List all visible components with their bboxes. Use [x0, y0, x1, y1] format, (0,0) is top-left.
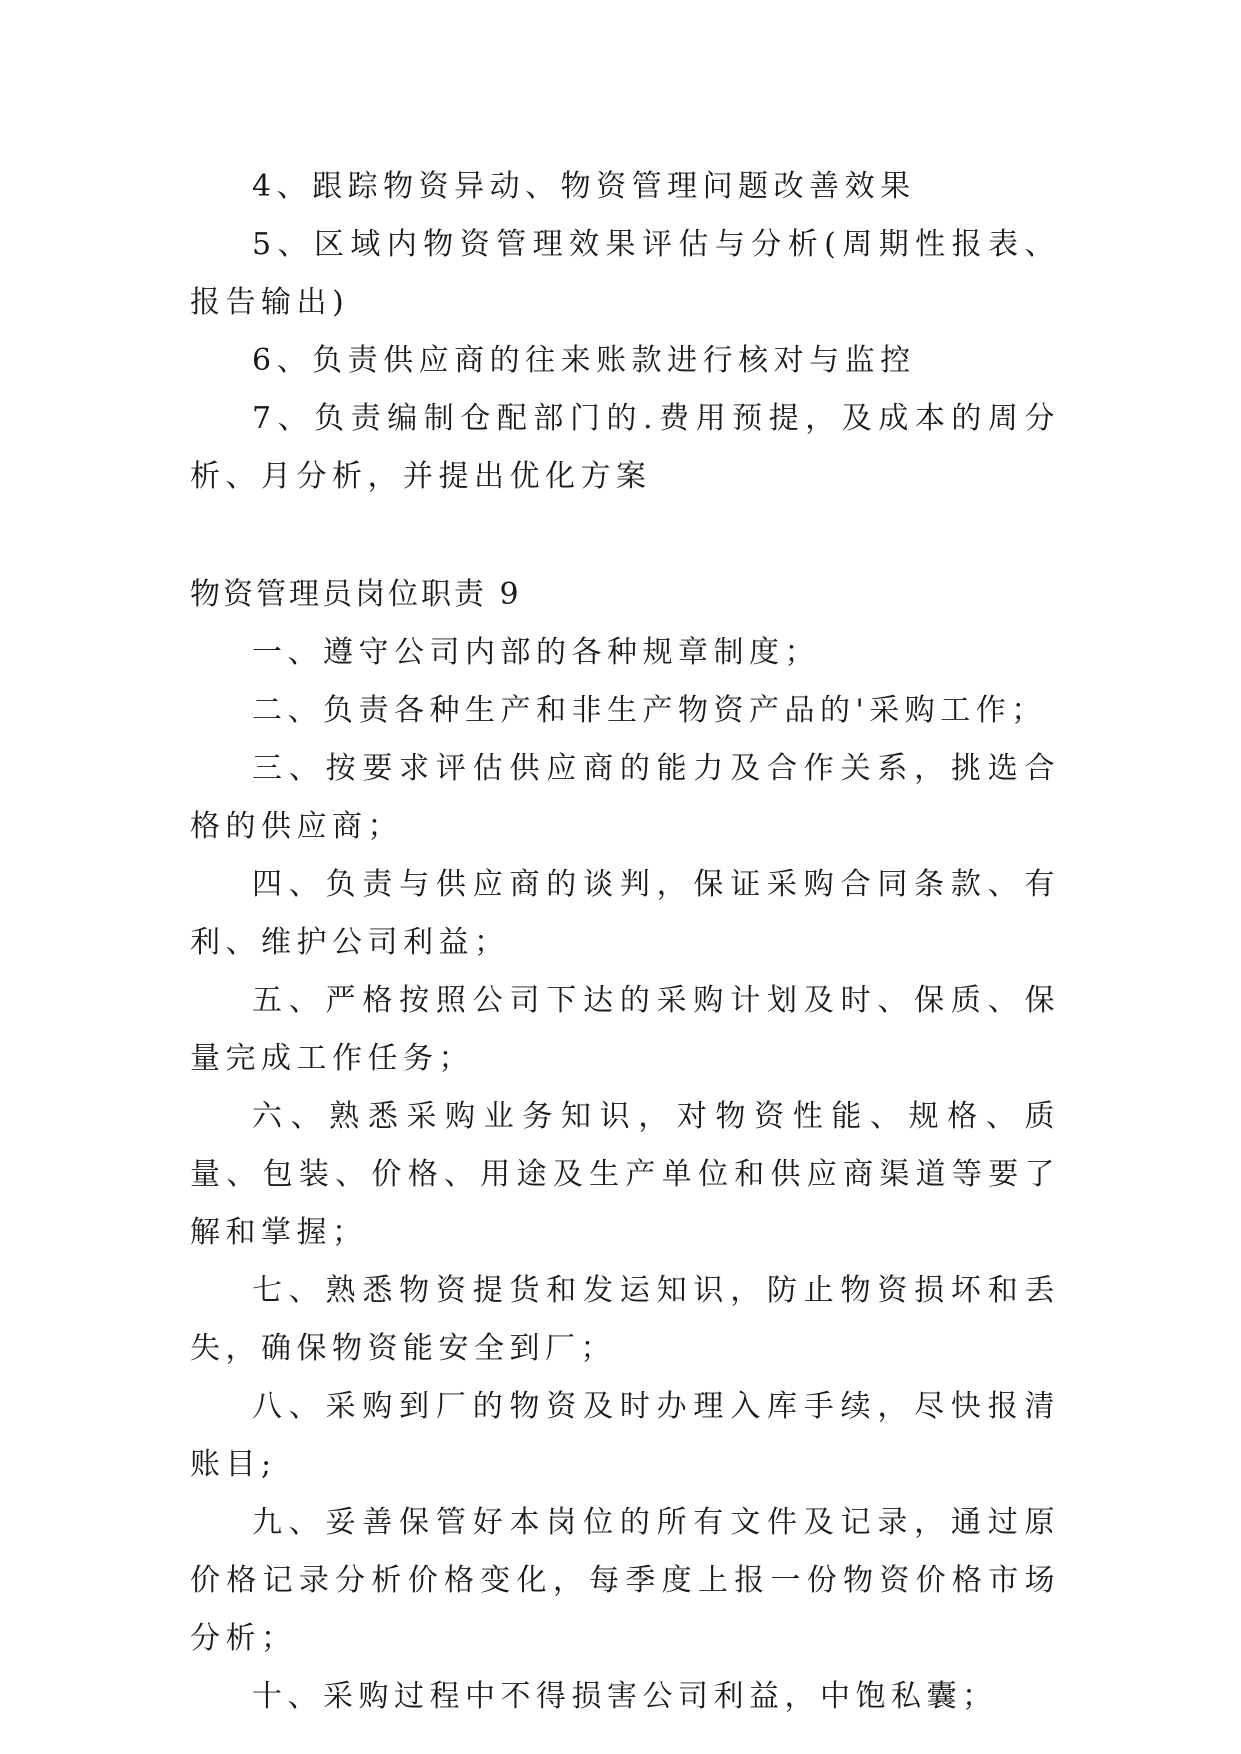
duty-item-9: 九、妥善保管好本岗位的所有文件及记录，通过原价格记录分析价格变化，每季度上报一份物资价格市场分析；: [190, 1505, 1060, 1656]
duty-item-5: 5、区域内物资管理效果评估与分析(周期性报表、报告输出): [190, 227, 1060, 320]
duty-item-3: 三、按要求评估供应商的能力及合作关系，挑选合格的供应商；: [190, 751, 1060, 844]
section-title: 物资管理员岗位职责 9: [190, 577, 522, 612]
duty-item-5b: 五、严格按照公司下达的采购计划及时、保质、保量完成工作任务；: [190, 983, 1060, 1076]
duty-item-1: 一、遵守公司内部的各种规章制度；: [252, 635, 820, 670]
duty-item-10: 十、采购过程中不得损害公司利益，中饱私囊；: [252, 1679, 998, 1714]
duty-item-4: 4、跟踪物资异动、物资管理问题改善效果: [252, 169, 916, 204]
duty-item-6: 6、负责供应商的往来账款进行核对与监控: [252, 343, 916, 378]
duty-item-4b: 四、负责与供应商的谈判，保证采购合同条款、有利、维护公司利益；: [190, 867, 1060, 960]
duty-item-8: 八、采购到厂的物资及时办理入库手续，尽快报清账目;: [190, 1389, 1060, 1482]
duty-item-7: 7、负责编制仓配部门的.费用预提，及成本的周分析、月分析，并提出优化方案: [190, 401, 1060, 494]
section-spacer: [190, 506, 1060, 566]
document-body: [190, 158, 1060, 1726]
duty-item-2: 二、负责各种生产和非生产物资产品的'采购工作；: [252, 693, 1047, 728]
duty-item-7b: 七、熟悉物资提货和发运知识，防止物资损坏和丢失，确保物资能安全到厂；: [190, 1273, 1060, 1366]
duty-item-6b: 六、熟悉采购业务知识，对物资性能、规格、质量、包装、价格、用途及生产单位和供应商渠道等要了解和掌握；: [190, 1099, 1060, 1250]
